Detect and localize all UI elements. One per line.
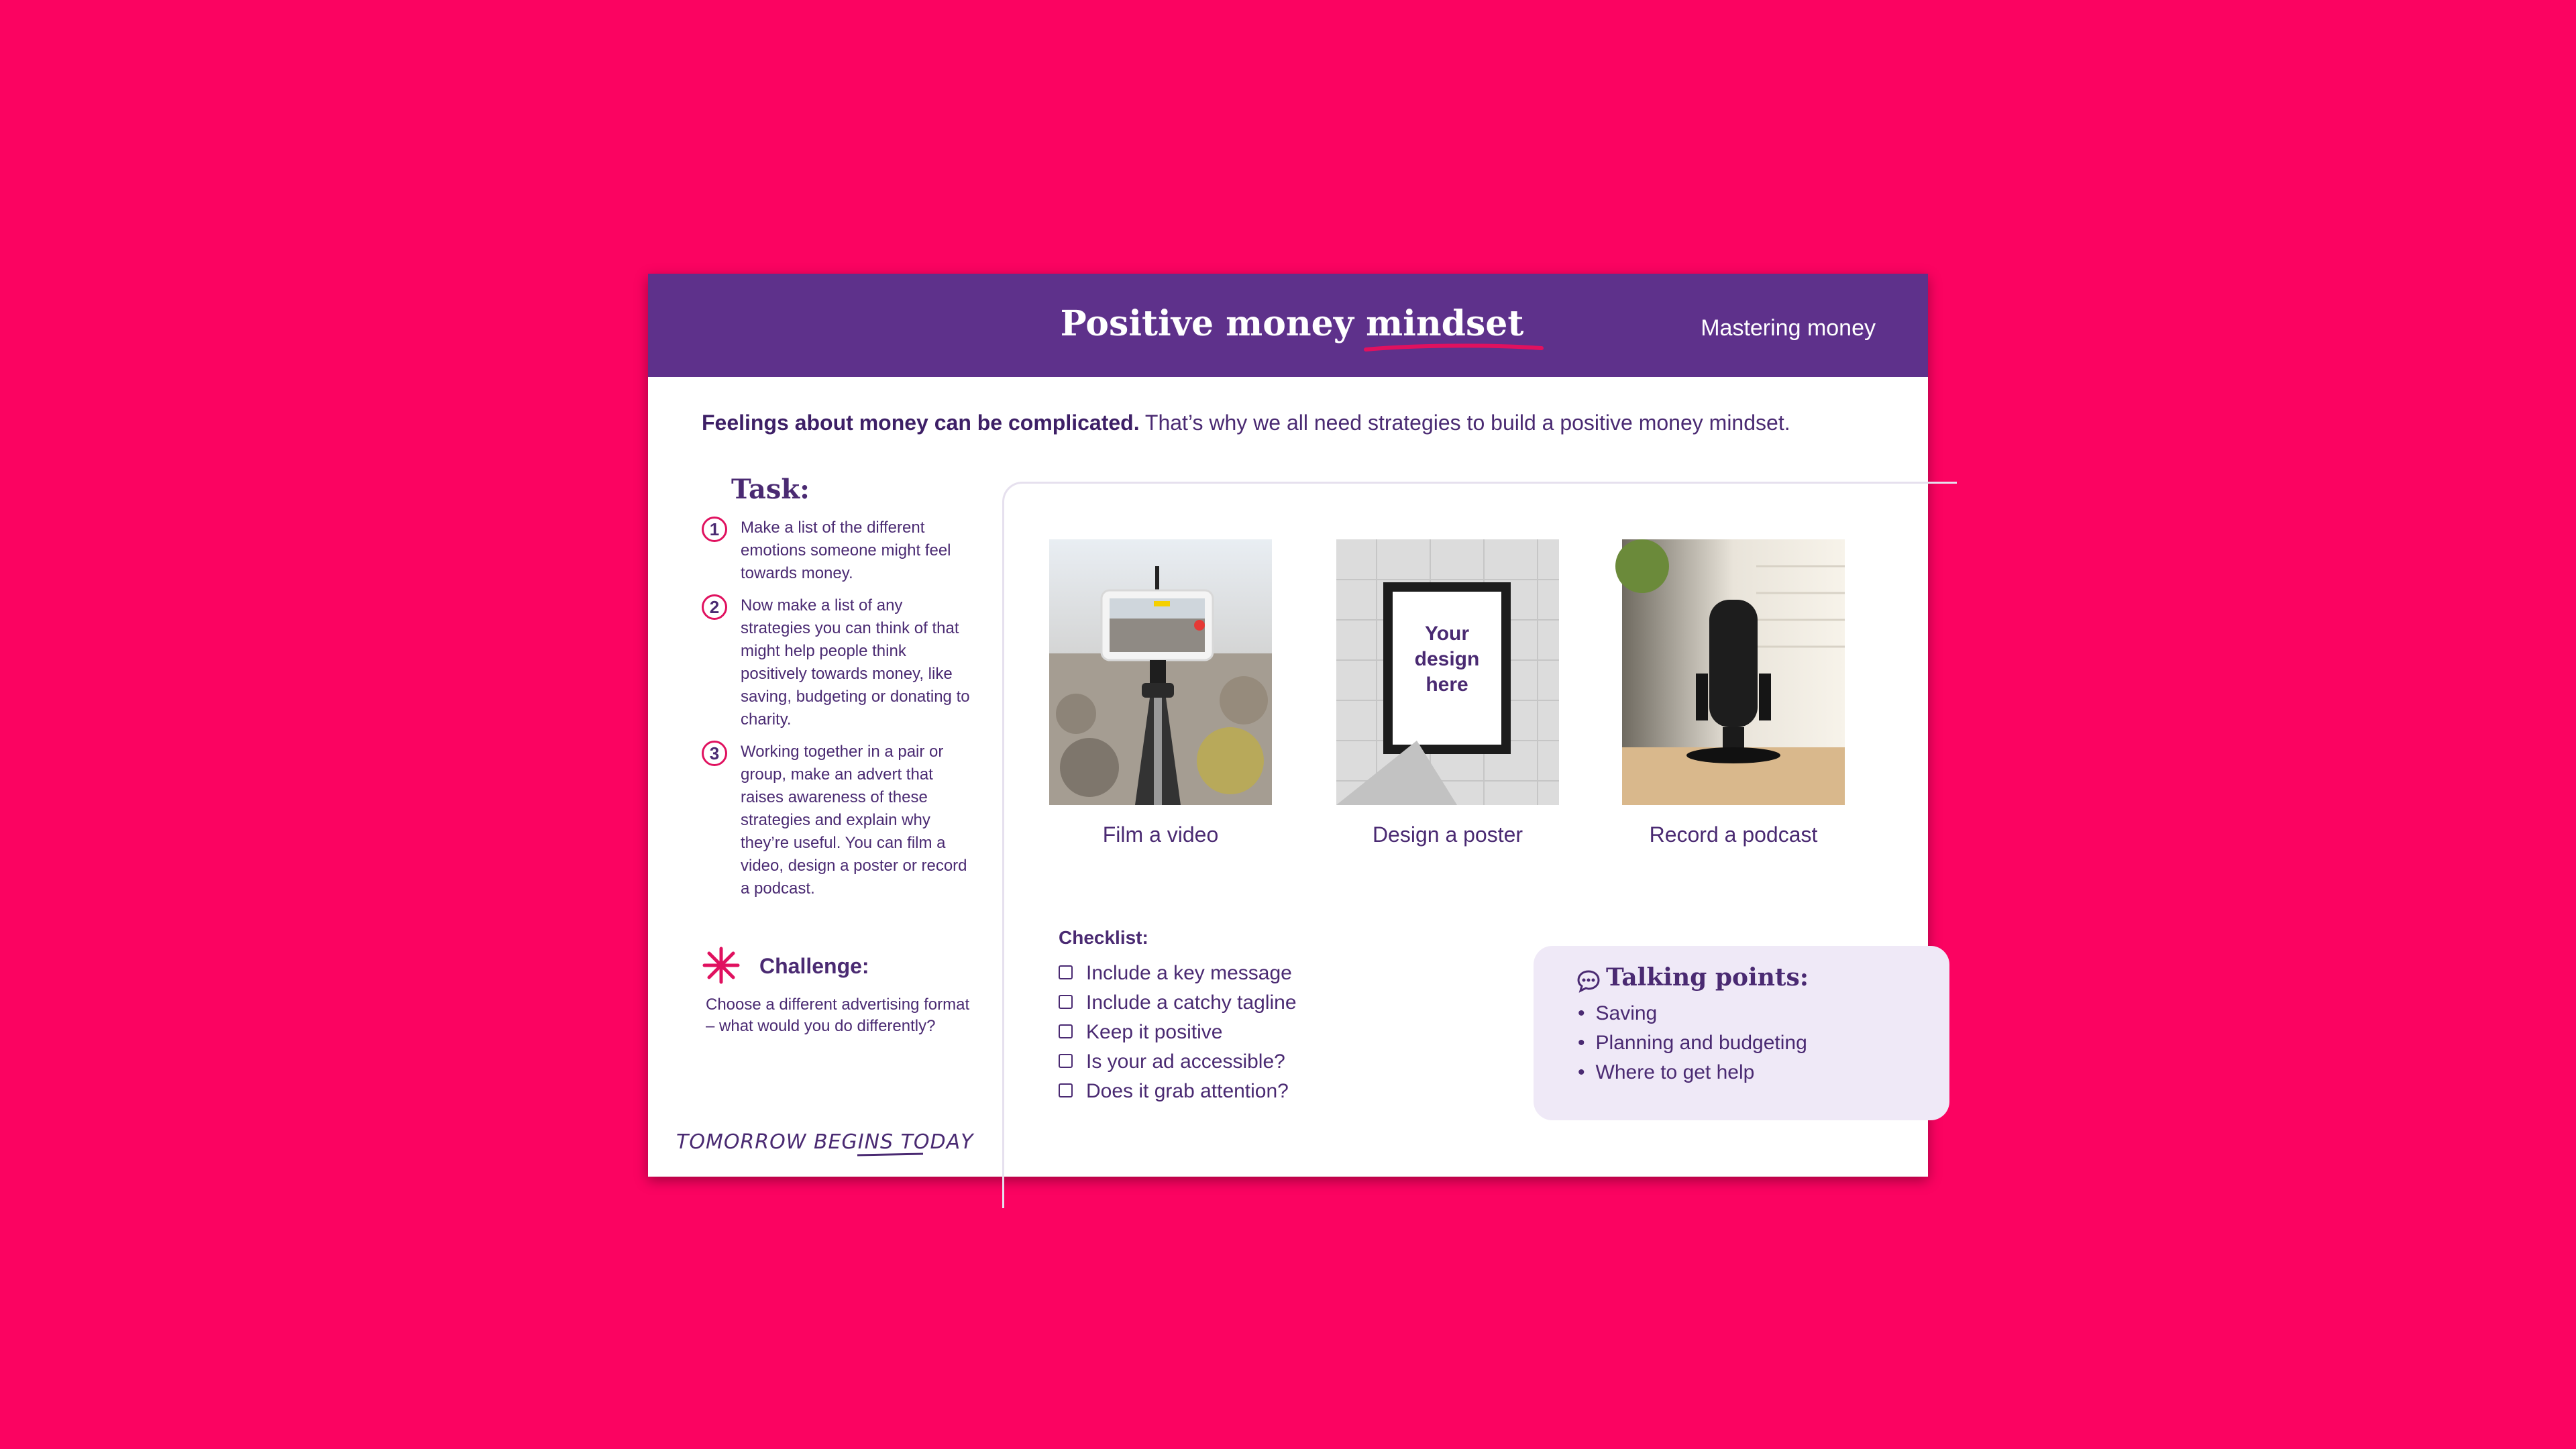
checkbox-icon[interactable] [1059,965,1073,979]
talking-point-label: Saving [1595,1002,1658,1024]
film-video-label: Film a video [1102,822,1219,847]
checklist-item-label: Include a catchy tagline [1086,991,1297,1014]
checklist-item[interactable] [1059,962,1292,985]
speech-bubble-icon [1576,969,1601,993]
challenge-text: Choose a different advertising format – what would you do differently? [706,996,970,1035]
intro-bold: Feelings about money can be complicated. [702,411,1140,435]
checklist-item[interactable] [1059,991,1297,1014]
checklist-item[interactable] [1059,1021,1222,1044]
checklist-item-label: Does it grab attention? [1086,1080,1289,1102]
checkbox-icon[interactable] [1059,1083,1073,1097]
checkbox-icon[interactable] [1059,1054,1073,1068]
design-poster-photo [1336,539,1559,805]
poster-line-3: here [1426,674,1468,696]
checklist-item[interactable] [1059,1051,1285,1073]
talking-points-title: Talking points: [1606,963,1809,991]
intro-text [702,411,1896,435]
worksheet-card [648,274,1928,1177]
record-podcast-photo [1622,539,1845,805]
film-video-photo [1049,539,1272,805]
title-underlined-text: mindset [1366,303,1524,344]
step-number: 1 [702,517,727,542]
title-underline-icon [1363,341,1544,355]
talking-point-label: Where to get help [1595,1061,1755,1083]
talking-point-item: • Planning and budgeting [1578,1032,1807,1054]
intro-rest: That’s why we all need strategies to build a positive money mindset. [1139,411,1790,435]
step-text: Working together in a pair or group, make an advert that raises awareness of these strategies and explain why they’re useful. You can film a video, design a poster or record a podcast. [741,743,967,898]
step-number: 2 [702,594,727,620]
talking-point-item: • Saving [1578,1002,1658,1024]
title-underlined-word [1366,303,1523,344]
challenge-title: Challenge: [759,954,869,978]
checklist-title: Checklist: [1059,927,1148,948]
title-prefix: Positive money [1060,303,1366,344]
header-bar [648,274,1928,377]
design-poster-label: Design a poster [1372,822,1523,847]
task-title: Task: [731,474,810,505]
checklist-item-label: Keep it positive [1086,1021,1223,1043]
poster-text [1393,621,1501,698]
task-column [648,468,1010,1177]
phone-tripod-image [1049,539,1272,805]
step-number: 3 [702,741,727,766]
unit-tag: Mastering money [1701,315,1876,341]
checklist-item[interactable] [1059,1080,1289,1103]
step-text: Now make a list of any strategies you can think of that might help people think positively towards money, like saving, budgeting or donating to charity. [741,596,970,729]
asterisk-icon [702,946,741,985]
talking-point-label: Planning and budgeting [1595,1032,1807,1054]
record-podcast-label: Record a podcast [1649,822,1818,847]
talking-point-item: • Where to get help [1578,1061,1755,1083]
microphone-image [1622,539,1845,805]
talking-points-box [1534,946,1949,1120]
svg-text:TOMORROW BEGINS TODAY: TOMORROW BEGINS TODAY [676,1130,974,1154]
checkbox-icon[interactable] [1059,995,1073,1009]
poster-line-2: design [1414,648,1480,670]
step-text: Make a list of the different emotions someone might feel towards money. [741,519,951,582]
checkbox-icon[interactable] [1059,1024,1073,1038]
poster-line-1: Your [1424,623,1470,645]
checklist-item-label: Include a key message [1086,962,1292,984]
checklist-item-label: Is your ad accessible? [1086,1051,1285,1073]
page-title [1051,303,1534,344]
brand-logo [674,1122,974,1162]
